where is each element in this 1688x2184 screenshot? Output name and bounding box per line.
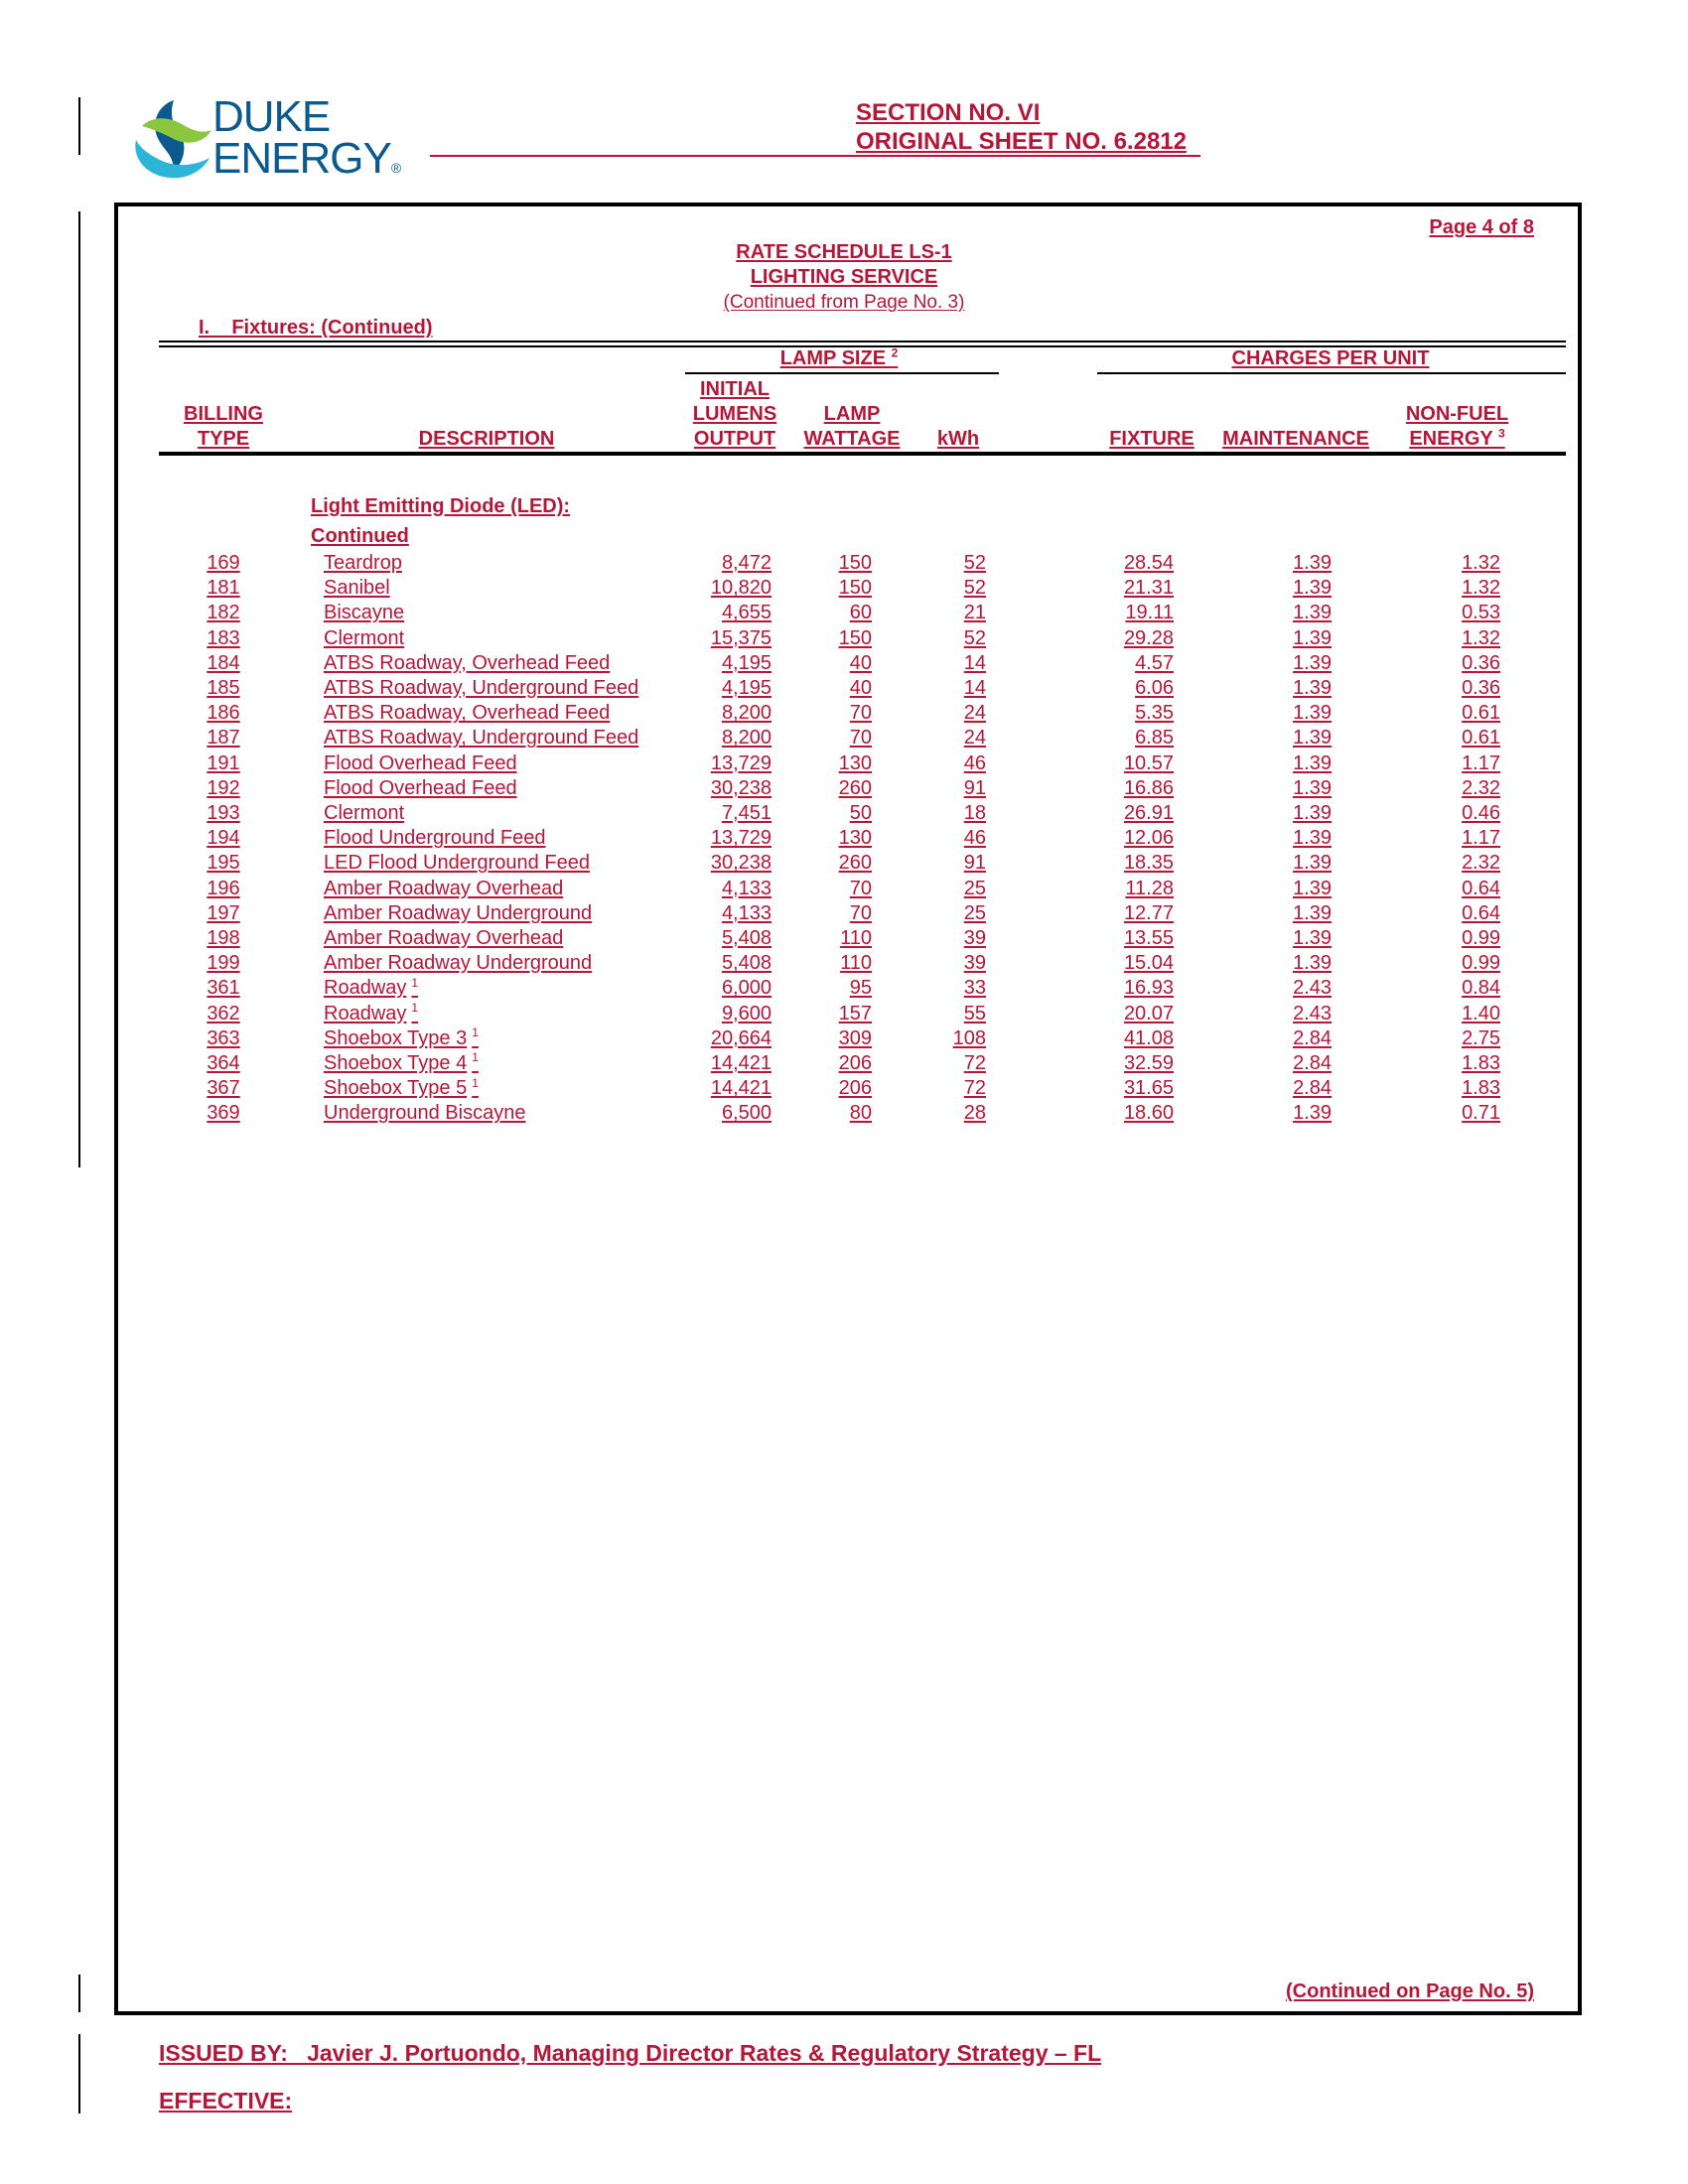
table-row xyxy=(0,851,1688,876)
charges-group-header: CHARGES PER UNIT xyxy=(1231,347,1430,369)
wattage-cell: 50 xyxy=(849,802,872,824)
revision-bar xyxy=(78,1975,80,2012)
lamp-size-footnote: 2 xyxy=(891,345,899,360)
maintenance-charge-cell: 1.39 xyxy=(1293,651,1332,674)
description-footnote: 1 xyxy=(472,1075,479,1090)
table-row xyxy=(0,601,1688,625)
table-row xyxy=(0,626,1688,651)
description-cell: Teardrop xyxy=(324,552,402,574)
kwh-cell: 52 xyxy=(963,626,986,649)
wattage-cell: 70 xyxy=(849,702,872,725)
lumens-cell: 5,408 xyxy=(721,927,772,949)
nonfuel-charge-cell: 0.84 xyxy=(1462,977,1500,1000)
description-footnote: 1 xyxy=(411,1000,419,1015)
description-cell: Roadway $^1$ xyxy=(324,975,419,1000)
nonfuel-charge-cell: 1.17 xyxy=(1462,751,1500,774)
maintenance-charge-cell: 2.43 xyxy=(1293,1002,1332,1024)
table-row xyxy=(0,1076,1688,1101)
maintenance-charge-cell: 1.39 xyxy=(1293,677,1332,699)
maintenance-charge-cell: 1.39 xyxy=(1293,626,1332,649)
billing-type-cell: 182 xyxy=(207,602,240,624)
table-row xyxy=(0,926,1688,951)
lumens-cell: 4,655 xyxy=(721,602,772,624)
col-header-fixture: FIXTURE xyxy=(1109,428,1195,450)
duke-energy-logo xyxy=(130,92,408,192)
nonfuel-charge-cell: 1.83 xyxy=(1462,1077,1500,1100)
col-header-lumens-line3: OUTPUT xyxy=(693,428,776,450)
table-header-rule xyxy=(159,452,1566,456)
wattage-cell: 157 xyxy=(838,1002,872,1024)
table-row xyxy=(0,576,1688,601)
description-cell: Shoebox Type 3 $^1$ xyxy=(324,1025,479,1049)
col-header-billing-type xyxy=(174,402,273,452)
description-cell: Amber Roadway Underground xyxy=(324,901,593,924)
fixture-charge-cell: 31.65 xyxy=(1123,1077,1174,1100)
wattage-cell: 130 xyxy=(838,751,872,774)
description-cell: Shoebox Type 5 $^1$ xyxy=(324,1075,479,1100)
lumens-cell: 30,238 xyxy=(710,776,772,799)
kwh-cell: 46 xyxy=(963,827,986,850)
billing-type-cell: 369 xyxy=(207,1102,240,1125)
maintenance-charge-cell: 2.84 xyxy=(1293,1026,1332,1049)
col-header-wattage-line1: LAMP xyxy=(823,403,881,425)
lumens-cell: 13,729 xyxy=(710,751,772,774)
fixture-charge-cell: 26.91 xyxy=(1123,802,1174,824)
kwh-cell: 25 xyxy=(963,877,986,899)
col-header-description: DESCRIPTION xyxy=(418,428,555,450)
table-row xyxy=(0,826,1688,851)
wattage-cell: 70 xyxy=(849,727,872,750)
wattage-cell: 260 xyxy=(838,776,872,799)
billing-type-cell: 186 xyxy=(207,702,240,725)
billing-type-cell: 194 xyxy=(207,827,240,850)
logo-line-1: DUKE xyxy=(212,92,331,141)
lumens-cell: 8,472 xyxy=(721,552,772,574)
lumens-cell: 4,195 xyxy=(721,651,772,674)
maintenance-charge-cell: 1.39 xyxy=(1293,852,1332,875)
description-footnote: 1 xyxy=(411,975,419,990)
lumens-cell: 10,820 xyxy=(710,577,772,600)
table-row xyxy=(0,1101,1688,1126)
duke-energy-swirl-icon xyxy=(130,96,213,188)
description-cell: Flood Overhead Feed xyxy=(324,751,517,774)
table-row xyxy=(0,1002,1688,1026)
fixture-charge-cell: 16.93 xyxy=(1123,977,1174,1000)
lumens-cell: 8,200 xyxy=(721,702,772,725)
wattage-cell: 110 xyxy=(840,952,872,975)
fixture-charge-cell: 6.06 xyxy=(1135,677,1174,699)
billing-type-cell: 193 xyxy=(207,802,240,824)
category-title: Light Emitting Diode (LED): xyxy=(311,495,571,517)
col-header-nonfuel-line2-text: ENERGY xyxy=(1409,428,1493,450)
wattage-cell: 150 xyxy=(838,626,872,649)
continued-on-note: (Continued on Page No. 5) xyxy=(1286,1980,1534,2002)
section-number: SECTION NO. VI xyxy=(856,99,1041,126)
col-header-wattage xyxy=(791,402,913,452)
col-header-nonfuel-line2 xyxy=(1395,427,1519,452)
fixture-charge-cell: 29.28 xyxy=(1123,626,1174,649)
kwh-cell: 91 xyxy=(963,852,986,875)
col-header-maintenance: MAINTENANCE xyxy=(1222,428,1369,450)
kwh-cell: 14 xyxy=(963,651,986,674)
billing-type-cell: 191 xyxy=(207,751,240,774)
lumens-cell: 13,729 xyxy=(710,827,772,850)
page-indicator: Page 4 of 8 xyxy=(1429,216,1534,238)
maintenance-charge-cell: 1.39 xyxy=(1293,877,1332,899)
nonfuel-charge-cell: 1.17 xyxy=(1462,827,1500,850)
maintenance-charge-cell: 1.39 xyxy=(1293,827,1332,850)
table-row xyxy=(0,726,1688,751)
kwh-cell: 52 xyxy=(963,552,986,574)
fixture-charge-cell: 6.85 xyxy=(1135,727,1174,750)
billing-type-cell: 192 xyxy=(207,776,240,799)
nonfuel-charge-cell: 2.32 xyxy=(1462,776,1500,799)
description-cell: ATBS Roadway, Overhead Feed xyxy=(324,702,611,725)
billing-type-cell: 181 xyxy=(207,577,240,600)
billing-type-cell: 185 xyxy=(207,677,240,699)
description-cell: Flood Underground Feed xyxy=(324,827,546,850)
description-cell: LED Flood Underground Feed xyxy=(324,852,590,875)
logo-registered-mark: ® xyxy=(390,160,402,176)
nonfuel-charge-cell: 1.32 xyxy=(1462,626,1500,649)
col-header-lumens-line1: INITIAL xyxy=(700,378,770,400)
kwh-cell: 25 xyxy=(963,901,986,924)
billing-type-cell: 183 xyxy=(207,626,240,649)
nonfuel-charge-cell: 0.46 xyxy=(1462,802,1500,824)
kwh-cell: 33 xyxy=(963,977,986,1000)
fixture-charge-cell: 10.57 xyxy=(1123,751,1174,774)
billing-type-cell: 184 xyxy=(207,651,240,674)
issued-by: ISSUED BY: Javier J. Portuondo, Managing Director Rates & Regulatory Strategy – FL xyxy=(159,2040,1102,2066)
nonfuel-charge-cell: 0.61 xyxy=(1462,727,1500,750)
nonfuel-charge-cell: 0.99 xyxy=(1462,927,1500,949)
fixture-charge-cell: 21.31 xyxy=(1123,577,1174,600)
table-row xyxy=(0,651,1688,676)
col-header-billing-line1: BILLING xyxy=(184,403,263,425)
maintenance-charge-cell: 1.39 xyxy=(1293,552,1332,574)
kwh-cell: 72 xyxy=(963,1077,986,1100)
lumens-cell: 4,133 xyxy=(721,877,772,899)
description-cell: Biscayne xyxy=(324,602,405,624)
description-cell: Underground Biscayne xyxy=(324,1102,526,1125)
col-header-billing-line2: TYPE xyxy=(197,428,250,450)
wattage-cell: 206 xyxy=(838,1052,872,1074)
wattage-cell: 150 xyxy=(838,552,872,574)
wattage-cell: 40 xyxy=(849,651,872,674)
maintenance-charge-cell: 2.43 xyxy=(1293,977,1332,1000)
maintenance-charge-cell: 1.39 xyxy=(1293,901,1332,924)
maintenance-charge-cell: 1.39 xyxy=(1293,577,1332,600)
lumens-cell: 30,238 xyxy=(710,852,772,875)
logo-line-2 xyxy=(212,134,402,189)
revision-bar xyxy=(78,2034,80,2114)
fixture-charge-cell: 16.86 xyxy=(1123,776,1174,799)
charges-rule xyxy=(1097,372,1566,374)
kwh-cell: 18 xyxy=(963,802,986,824)
fixture-charge-cell: 11.28 xyxy=(1125,877,1174,899)
nonfuel-charge-cell: 2.75 xyxy=(1462,1026,1500,1049)
description-cell: Shoebox Type 4 $^1$ xyxy=(324,1050,479,1074)
effective-date: EFFECTIVE: xyxy=(159,2088,293,2114)
table-row xyxy=(0,776,1688,801)
kwh-cell: 52 xyxy=(963,577,986,600)
maintenance-charge-cell: 1.39 xyxy=(1293,927,1332,949)
lumens-cell: 14,421 xyxy=(710,1052,772,1074)
nonfuel-charge-cell: 1.32 xyxy=(1462,552,1500,574)
fixture-charge-cell: 5.35 xyxy=(1135,702,1174,725)
billing-type-cell: 169 xyxy=(207,552,240,574)
description-cell: Roadway $^1$ xyxy=(324,1000,419,1024)
nonfuel-charge-cell: 0.71 xyxy=(1462,1102,1500,1125)
nonfuel-charge-cell: 1.83 xyxy=(1462,1052,1500,1074)
description-cell: Flood Overhead Feed xyxy=(324,776,517,799)
kwh-cell: 24 xyxy=(963,727,986,750)
billing-type-cell: 196 xyxy=(207,877,240,899)
nonfuel-charge-cell: 0.53 xyxy=(1462,602,1500,624)
wattage-cell: 260 xyxy=(838,852,872,875)
header-double-rule xyxy=(159,341,1566,342)
description-cell: ATBS Roadway, Overhead Feed xyxy=(324,651,611,674)
nonfuel-charge-cell: 0.61 xyxy=(1462,702,1500,725)
lamp-size-label: LAMP SIZE xyxy=(779,347,887,369)
description-cell: Amber Roadway Overhead xyxy=(324,877,564,899)
wattage-cell: 60 xyxy=(849,602,872,624)
kwh-cell: 55 xyxy=(963,1002,986,1024)
maintenance-charge-cell: 1.39 xyxy=(1293,751,1332,774)
section-heading: I. Fixtures: (Continued) xyxy=(199,317,433,339)
description-footnote: 1 xyxy=(472,1050,479,1065)
kwh-cell: 46 xyxy=(963,751,986,774)
billing-type-cell: 363 xyxy=(207,1026,240,1049)
col-header-kwh: kWh xyxy=(936,428,980,450)
maintenance-charge-cell: 2.84 xyxy=(1293,1052,1332,1074)
description-cell: ATBS Roadway, Underground Feed xyxy=(324,677,639,699)
wattage-cell: 40 xyxy=(849,677,872,699)
fixture-charge-cell: 19.11 xyxy=(1125,602,1174,624)
table-row xyxy=(0,676,1688,701)
fixture-charge-cell: 28.54 xyxy=(1123,552,1174,574)
kwh-cell: 14 xyxy=(963,677,986,699)
billing-type-cell: 199 xyxy=(207,952,240,975)
nonfuel-charge-cell: 1.40 xyxy=(1462,1002,1500,1024)
col-header-nonfuel-line1: NON-FUEL xyxy=(1405,403,1509,425)
kwh-cell: 91 xyxy=(963,776,986,799)
wattage-cell: 110 xyxy=(840,927,872,949)
wattage-cell: 206 xyxy=(838,1077,872,1100)
maintenance-charge-cell: 1.39 xyxy=(1293,602,1332,624)
sheet-number: ORIGINAL SHEET NO. 6.2812 xyxy=(856,128,1187,155)
kwh-cell: 72 xyxy=(963,1052,986,1074)
billing-type-cell: 197 xyxy=(207,901,240,924)
billing-type-cell: 187 xyxy=(207,727,240,750)
wattage-cell: 95 xyxy=(849,977,872,1000)
kwh-cell: 39 xyxy=(963,952,986,975)
billing-type-cell: 198 xyxy=(207,927,240,949)
lumens-cell: 5,408 xyxy=(721,952,772,975)
billing-type-cell: 367 xyxy=(207,1077,240,1100)
nonfuel-footnote: 3 xyxy=(1497,426,1505,441)
lumens-cell: 6,500 xyxy=(721,1102,772,1125)
maintenance-charge-cell: 1.39 xyxy=(1293,727,1332,750)
lumens-cell: 9,600 xyxy=(721,1002,772,1024)
nonfuel-charge-cell: 2.32 xyxy=(1462,852,1500,875)
kwh-cell: 28 xyxy=(963,1102,986,1125)
table-row xyxy=(0,551,1688,576)
lamp-size-rule xyxy=(685,372,999,374)
fixture-charge-cell: 13.55 xyxy=(1123,927,1174,949)
rate-schedule-title: RATE SCHEDULE LS-1 xyxy=(736,241,952,263)
logo-wordmark xyxy=(212,92,402,189)
nonfuel-charge-cell: 0.36 xyxy=(1462,677,1500,699)
kwh-cell: 21 xyxy=(963,602,986,624)
description-cell: Amber Roadway Overhead xyxy=(324,927,564,949)
fixture-charge-cell: 20.07 xyxy=(1123,1002,1174,1024)
service-title: LIGHTING SERVICE xyxy=(750,266,938,288)
col-header-nonfuel xyxy=(1395,402,1519,452)
table-row xyxy=(0,877,1688,901)
description-cell: Clermont xyxy=(324,626,405,649)
maintenance-charge-cell: 1.39 xyxy=(1293,702,1332,725)
table-row xyxy=(0,751,1688,776)
wattage-cell: 70 xyxy=(849,901,872,924)
nonfuel-charge-cell: 0.36 xyxy=(1462,651,1500,674)
fixture-charge-cell: 12.77 xyxy=(1123,901,1174,924)
maintenance-charge-cell: 1.39 xyxy=(1293,1102,1332,1125)
maintenance-charge-cell: 1.39 xyxy=(1293,802,1332,824)
fixture-charge-cell: 4.57 xyxy=(1135,651,1174,674)
wattage-cell: 130 xyxy=(838,827,872,850)
col-header-wattage-line2: WATTAGE xyxy=(803,428,901,450)
table-row xyxy=(0,976,1688,1001)
description-footnote: 1 xyxy=(472,1025,479,1040)
category-continued: Continued xyxy=(311,525,409,547)
revision-bar xyxy=(78,97,80,155)
col-header-lumens-line2: LUMENS xyxy=(692,403,777,425)
category-heading xyxy=(311,491,570,551)
description-cell: Sanibel xyxy=(324,577,390,600)
lumens-cell: 15,375 xyxy=(710,626,772,649)
lamp-size-group-header xyxy=(685,347,993,370)
nonfuel-charge-cell: 0.64 xyxy=(1462,901,1500,924)
wattage-cell: 80 xyxy=(849,1102,872,1125)
nonfuel-charge-cell: 0.64 xyxy=(1462,877,1500,899)
table-row xyxy=(0,1026,1688,1051)
maintenance-charge-cell: 1.39 xyxy=(1293,952,1332,975)
lumens-cell: 14,421 xyxy=(710,1077,772,1100)
billing-type-cell: 362 xyxy=(207,1002,240,1024)
billing-type-cell: 364 xyxy=(207,1052,240,1074)
maintenance-charge-cell: 1.39 xyxy=(1293,776,1332,799)
header-rule xyxy=(430,155,1200,157)
fixture-charge-cell: 18.60 xyxy=(1123,1102,1174,1125)
lumens-cell: 4,195 xyxy=(721,677,772,699)
billing-type-cell: 195 xyxy=(207,852,240,875)
kwh-cell: 39 xyxy=(963,927,986,949)
fixture-charge-cell: 12.06 xyxy=(1123,827,1174,850)
table-row xyxy=(0,1051,1688,1076)
description-cell: ATBS Roadway, Underground Feed xyxy=(324,727,639,750)
wattage-cell: 150 xyxy=(838,577,872,600)
wattage-cell: 70 xyxy=(849,877,872,899)
kwh-cell: 108 xyxy=(952,1026,986,1049)
fixture-charge-cell: 15.04 xyxy=(1123,952,1174,975)
lumens-cell: 4,133 xyxy=(721,901,772,924)
nonfuel-charge-cell: 1.32 xyxy=(1462,577,1500,600)
continued-from-note: (Continued from Page No. 3) xyxy=(723,292,965,313)
description-cell: Clermont xyxy=(324,802,405,824)
col-header-lumens xyxy=(683,377,786,452)
lumens-cell: 20,664 xyxy=(710,1026,772,1049)
maintenance-charge-cell: 2.84 xyxy=(1293,1077,1332,1100)
nonfuel-charge-cell: 0.99 xyxy=(1462,952,1500,975)
table-row xyxy=(0,901,1688,926)
fixture-charge-cell: 18.35 xyxy=(1123,852,1174,875)
description-cell: Amber Roadway Underground xyxy=(324,952,593,975)
wattage-cell: 309 xyxy=(838,1026,872,1049)
kwh-cell: 24 xyxy=(963,702,986,725)
lumens-cell: 7,451 xyxy=(721,802,772,824)
lumens-cell: 8,200 xyxy=(721,727,772,750)
fixture-charge-cell: 41.08 xyxy=(1123,1026,1174,1049)
table-row xyxy=(0,701,1688,726)
logo-line-2-text: ENERGY xyxy=(212,134,391,183)
fixture-charge-cell: 32.59 xyxy=(1123,1052,1174,1074)
lumens-cell: 6,000 xyxy=(721,977,772,1000)
billing-type-cell: 361 xyxy=(207,977,240,1000)
table-row xyxy=(0,801,1688,826)
table-row xyxy=(0,951,1688,976)
